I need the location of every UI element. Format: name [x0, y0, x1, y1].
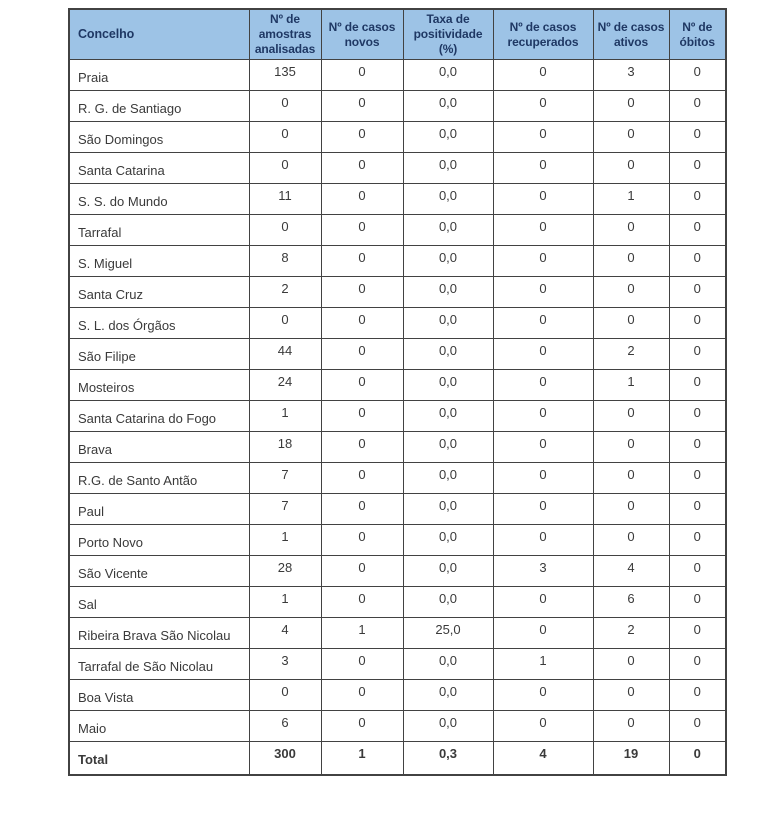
value-cell: 0: [321, 308, 403, 339]
value-cell: 0: [593, 494, 669, 525]
value-cell: 0,0: [403, 525, 493, 556]
value-cell: 0: [669, 556, 726, 587]
value-cell: 0: [593, 277, 669, 308]
column-header-casos-novos: Nº de casos novos: [321, 9, 403, 60]
concelho-cell: Tarrafal: [69, 215, 249, 246]
value-cell: 0: [249, 215, 321, 246]
value-cell: 11: [249, 184, 321, 215]
value-cell: 0: [669, 401, 726, 432]
value-cell: 1: [249, 525, 321, 556]
table-row: [69, 308, 726, 339]
value-cell: 0: [669, 308, 726, 339]
value-cell: 0: [593, 432, 669, 463]
table-row: [69, 587, 726, 618]
concelho-cell: São Filipe: [69, 339, 249, 370]
value-cell: 0: [669, 215, 726, 246]
value-cell: 0: [493, 401, 593, 432]
concelho-cell: Santa Catarina do Fogo: [69, 401, 249, 432]
value-cell: 0: [669, 432, 726, 463]
table-row: [69, 153, 726, 184]
value-cell: 0: [321, 339, 403, 370]
total-row: [69, 742, 726, 775]
value-cell: 0: [593, 153, 669, 184]
value-cell: 0: [493, 587, 593, 618]
value-cell: 0: [493, 463, 593, 494]
value-cell: 0,0: [403, 153, 493, 184]
value-cell: 0: [669, 711, 726, 742]
value-cell: 0,0: [403, 122, 493, 153]
table-row: [69, 463, 726, 494]
table-row: [69, 618, 726, 649]
value-cell: 0: [493, 153, 593, 184]
value-cell: 0,0: [403, 401, 493, 432]
concelho-cell: R.G. de Santo Antão: [69, 463, 249, 494]
concelho-cell: Sal: [69, 587, 249, 618]
value-cell: 0: [593, 215, 669, 246]
value-cell: 4: [493, 742, 593, 775]
value-cell: 0: [669, 153, 726, 184]
concelho-cell: Ribeira Brava São Nicolau: [69, 618, 249, 649]
value-cell: 0,0: [403, 339, 493, 370]
value-cell: 0: [249, 308, 321, 339]
value-cell: 0: [321, 649, 403, 680]
value-cell: 0: [321, 277, 403, 308]
value-cell: 135: [249, 60, 321, 91]
value-cell: 1: [321, 618, 403, 649]
value-cell: 0: [593, 401, 669, 432]
value-cell: 0: [321, 401, 403, 432]
value-cell: 0: [669, 184, 726, 215]
value-cell: 0: [669, 60, 726, 91]
value-cell: 44: [249, 339, 321, 370]
value-cell: 0: [593, 649, 669, 680]
value-cell: 0: [321, 525, 403, 556]
value-cell: 18: [249, 432, 321, 463]
value-cell: 0: [321, 91, 403, 122]
value-cell: 0: [321, 680, 403, 711]
value-cell: 0,0: [403, 649, 493, 680]
value-cell: 0: [321, 184, 403, 215]
table-row: [69, 215, 726, 246]
value-cell: 0: [493, 711, 593, 742]
value-cell: 0: [669, 277, 726, 308]
concelho-cell: Porto Novo: [69, 525, 249, 556]
value-cell: 0,0: [403, 463, 493, 494]
column-header-taxa-positividade: Taxa de positividade (%): [403, 9, 493, 60]
value-cell: 0,0: [403, 494, 493, 525]
value-cell: 0: [493, 432, 593, 463]
table-row: [69, 680, 726, 711]
value-cell: 1: [321, 742, 403, 775]
value-cell: 0: [249, 122, 321, 153]
value-cell: 0: [321, 122, 403, 153]
value-cell: 6: [593, 587, 669, 618]
value-cell: 0: [321, 432, 403, 463]
value-cell: 1: [593, 370, 669, 401]
value-cell: 6: [249, 711, 321, 742]
value-cell: 0: [669, 525, 726, 556]
table-row: [69, 711, 726, 742]
table-body: [69, 60, 726, 775]
value-cell: 7: [249, 494, 321, 525]
value-cell: 1: [249, 401, 321, 432]
value-cell: 0: [669, 339, 726, 370]
table-row: [69, 246, 726, 277]
value-cell: 0: [493, 184, 593, 215]
concelho-cell: S. S. do Mundo: [69, 184, 249, 215]
value-cell: 0,0: [403, 370, 493, 401]
value-cell: 4: [249, 618, 321, 649]
value-cell: 0: [669, 370, 726, 401]
value-cell: 1: [593, 184, 669, 215]
value-cell: 0,0: [403, 246, 493, 277]
value-cell: 0,0: [403, 91, 493, 122]
value-cell: 0: [493, 370, 593, 401]
value-cell: 0: [493, 308, 593, 339]
value-cell: 3: [249, 649, 321, 680]
value-cell: 0: [493, 618, 593, 649]
concelho-cell: Mosteiros: [69, 370, 249, 401]
value-cell: 0,0: [403, 308, 493, 339]
table-row: [69, 432, 726, 463]
table-row: [69, 370, 726, 401]
value-cell: 0: [321, 494, 403, 525]
concelho-cell: Tarrafal de São Nicolau: [69, 649, 249, 680]
column-header-casos-ativos: Nº de casos ativos: [593, 9, 669, 60]
value-cell: 0: [321, 370, 403, 401]
table-row: [69, 60, 726, 91]
table-row: [69, 91, 726, 122]
value-cell: 25,0: [403, 618, 493, 649]
concelho-cell: Praia: [69, 60, 249, 91]
value-cell: 0: [249, 153, 321, 184]
value-cell: 0: [593, 308, 669, 339]
value-cell: 0: [321, 246, 403, 277]
value-cell: 0: [669, 494, 726, 525]
value-cell: 0: [669, 246, 726, 277]
value-cell: 0: [321, 587, 403, 618]
header-row: [69, 9, 726, 60]
value-cell: 0: [321, 711, 403, 742]
concelho-cell: R. G. de Santiago: [69, 91, 249, 122]
concelho-cell: Maio: [69, 711, 249, 742]
table-row: [69, 339, 726, 370]
value-cell: 0: [249, 91, 321, 122]
value-cell: 0: [593, 246, 669, 277]
value-cell: 0: [593, 525, 669, 556]
value-cell: 2: [593, 618, 669, 649]
concelho-cell: Paul: [69, 494, 249, 525]
value-cell: 0: [321, 60, 403, 91]
value-cell: 28: [249, 556, 321, 587]
table-row: [69, 649, 726, 680]
value-cell: 0: [593, 680, 669, 711]
value-cell: 0,0: [403, 432, 493, 463]
value-cell: 0,0: [403, 711, 493, 742]
table-row: [69, 556, 726, 587]
value-cell: 0: [669, 91, 726, 122]
value-cell: 0,0: [403, 277, 493, 308]
value-cell: 0: [669, 680, 726, 711]
table-row: [69, 122, 726, 153]
value-cell: 0: [669, 649, 726, 680]
column-header-concelho: Concelho: [69, 9, 249, 60]
covid-municipality-table: [68, 8, 727, 776]
value-cell: 0: [669, 742, 726, 775]
table-row: [69, 277, 726, 308]
concelho-cell: São Vicente: [69, 556, 249, 587]
value-cell: 0: [321, 153, 403, 184]
value-cell: 0: [321, 463, 403, 494]
value-cell: 0: [493, 60, 593, 91]
value-cell: 0,0: [403, 680, 493, 711]
value-cell: 300: [249, 742, 321, 775]
column-header-obitos: Nº de óbitos: [669, 9, 726, 60]
value-cell: 0: [669, 587, 726, 618]
value-cell: 2: [593, 339, 669, 370]
value-cell: 8: [249, 246, 321, 277]
value-cell: 0,0: [403, 60, 493, 91]
value-cell: 0: [593, 463, 669, 494]
value-cell: 0: [669, 618, 726, 649]
value-cell: 0: [321, 215, 403, 246]
value-cell: 24: [249, 370, 321, 401]
value-cell: 0: [493, 91, 593, 122]
table-row: [69, 494, 726, 525]
value-cell: 3: [493, 556, 593, 587]
value-cell: 1: [249, 587, 321, 618]
value-cell: 1: [493, 649, 593, 680]
value-cell: 0: [593, 122, 669, 153]
value-cell: 0: [493, 680, 593, 711]
concelho-cell: São Domingos: [69, 122, 249, 153]
concelho-cell: S. Miguel: [69, 246, 249, 277]
table-row: [69, 525, 726, 556]
value-cell: 19: [593, 742, 669, 775]
value-cell: 0: [493, 277, 593, 308]
value-cell: 0: [493, 215, 593, 246]
value-cell: 0,3: [403, 742, 493, 775]
concelho-cell: Total: [69, 742, 249, 775]
value-cell: 2: [249, 277, 321, 308]
value-cell: 0: [669, 122, 726, 153]
value-cell: 0: [249, 680, 321, 711]
value-cell: 0: [493, 122, 593, 153]
table-row: [69, 401, 726, 432]
table-row: [69, 184, 726, 215]
value-cell: 4: [593, 556, 669, 587]
value-cell: 0,0: [403, 587, 493, 618]
value-cell: 0: [493, 246, 593, 277]
value-cell: 0: [593, 711, 669, 742]
column-header-casos-recuperados: Nº de casos recuperados: [493, 9, 593, 60]
concelho-cell: Santa Cruz: [69, 277, 249, 308]
value-cell: 0: [493, 339, 593, 370]
concelho-cell: Brava: [69, 432, 249, 463]
value-cell: 0: [669, 463, 726, 494]
value-cell: 0,0: [403, 215, 493, 246]
concelho-cell: Boa Vista: [69, 680, 249, 711]
value-cell: 0: [593, 91, 669, 122]
value-cell: 0,0: [403, 556, 493, 587]
column-header-amostras-analisadas: Nº de amostras analisadas: [249, 9, 321, 60]
value-cell: 3: [593, 60, 669, 91]
value-cell: 0: [493, 494, 593, 525]
value-cell: 0: [321, 556, 403, 587]
concelho-cell: Santa Catarina: [69, 153, 249, 184]
value-cell: 7: [249, 463, 321, 494]
concelho-cell: S. L. dos Órgãos: [69, 308, 249, 339]
value-cell: 0: [493, 525, 593, 556]
value-cell: 0,0: [403, 184, 493, 215]
